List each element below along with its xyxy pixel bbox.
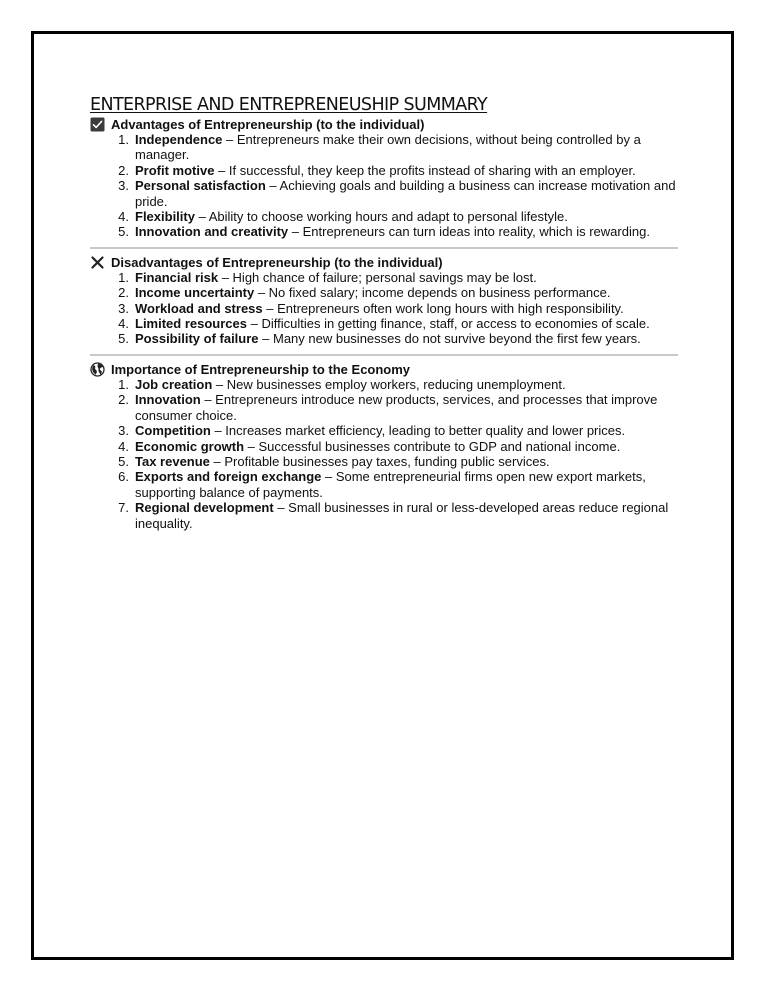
list-item: [90, 178, 680, 209]
item-number: 5.: [118, 453, 129, 469]
advantages-list: [90, 132, 680, 240]
item-number: 1.: [118, 132, 129, 147]
list-item: [90, 377, 680, 392]
check-box-icon: [90, 117, 105, 132]
section-heading-text: Disadvantages of Entrepreneurship (to the individual): [111, 254, 443, 270]
item-term: Personal satisfaction: [135, 178, 266, 194]
economy-list: [90, 377, 680, 531]
item-description: – Some entrepreneurial firms open new export markets, supporting balance of payments.: [135, 469, 646, 500]
item-term: Possibility of failure: [135, 331, 259, 347]
item-term: Limited resources: [135, 316, 247, 332]
list-item: [90, 331, 680, 346]
list-item: [90, 454, 680, 469]
item-term: Economic growth: [135, 438, 245, 454]
list-item: [90, 132, 680, 163]
item-number: 5.: [118, 224, 129, 240]
item-number: 3.: [118, 178, 129, 194]
item-term: Innovation and creativity: [135, 224, 289, 240]
list-item: [90, 209, 680, 224]
section-divider: [90, 247, 678, 249]
item-term: Job creation: [135, 376, 213, 392]
item-description: – Profitable businesses pay taxes, funding public services.: [209, 453, 550, 469]
list-item: [90, 224, 680, 239]
item-term: Financial risk: [135, 269, 219, 285]
section-heading: [90, 117, 680, 132]
list-item: [90, 285, 680, 300]
item-description: – Successful businesses contribute to GDP and national income.: [244, 438, 621, 454]
item-number: 2.: [118, 392, 129, 408]
advantages-section: [90, 117, 680, 240]
item-description: – High chance of failure; personal savings may be lost.: [218, 269, 537, 285]
item-term: Regional development: [135, 500, 274, 516]
item-term: Flexibility: [135, 209, 195, 225]
list-item: [90, 500, 680, 531]
item-number: 3.: [118, 300, 129, 316]
section-heading-text: Importance of Entrepreneurship to the Economy: [111, 361, 411, 377]
disadvantages-list: [90, 270, 680, 347]
item-number: 2.: [118, 285, 129, 301]
list-item: [90, 392, 680, 423]
item-description: – Entrepreneurs can turn ideas into reality, which is rewarding.: [288, 224, 650, 240]
item-term: Independence: [135, 132, 223, 147]
list-item: [90, 301, 680, 316]
item-number: 4.: [118, 209, 129, 225]
section-heading: [90, 362, 680, 377]
item-number: 1.: [118, 269, 129, 285]
document-title: ENTERPRISE AND ENTREPRENEUSHIP SUMMARY: [90, 95, 488, 115]
item-term: Exports and foreign exchange: [135, 469, 322, 485]
item-term: Tax revenue: [135, 453, 210, 469]
item-term: Innovation: [135, 392, 201, 408]
item-description: – No fixed salary; income depends on business performance.: [254, 285, 611, 301]
item-description: – Ability to choose working hours and adapt to personal lifestyle.: [194, 209, 568, 225]
item-description: – Entrepreneurs introduce new products, services, and processes that improve consumer choice.: [135, 392, 658, 423]
item-description: – Increases market efficiency, leading to better quality and lower prices.: [210, 423, 626, 439]
item-description: – Difficulties in getting finance, staff, or access to economies of scale.: [247, 316, 650, 332]
list-item: [90, 423, 680, 438]
section-heading: [90, 255, 680, 270]
list-item: [90, 469, 680, 500]
item-number: 2.: [118, 162, 129, 178]
item-number: 6.: [118, 469, 129, 485]
item-number: 7.: [118, 500, 129, 516]
item-description: – If successful, they keep the profits instead of sharing with an employer.: [214, 162, 636, 178]
item-term: Workload and stress: [135, 300, 263, 316]
list-item: [90, 316, 680, 331]
section-divider: [90, 354, 678, 356]
item-number: 4.: [118, 316, 129, 332]
item-term: Income uncertainty: [135, 285, 255, 301]
disadvantages-section: [90, 255, 680, 347]
item-term: Profit motive: [135, 162, 215, 178]
item-number: 5.: [118, 331, 129, 347]
item-description: – Small businesses in rural or less-developed areas reduce regional inequality.: [135, 500, 669, 531]
item-description: – Many new businesses do not survive beyond the first few years.: [258, 331, 641, 347]
document-body: [90, 95, 680, 531]
economy-section: [90, 362, 680, 531]
list-item: [90, 439, 680, 454]
list-item: [90, 163, 680, 178]
item-number: 1.: [118, 376, 129, 392]
section-heading-text: Advantages of Entrepreneurship (to the individual): [111, 117, 425, 132]
list-item: [90, 270, 680, 285]
item-term: Competition: [135, 423, 211, 439]
item-number: 4.: [118, 438, 129, 454]
item-description: – Achieving goals and building a business can increase motivation and pride.: [135, 178, 676, 209]
item-description: – New businesses employ workers, reducing unemployment.: [212, 376, 566, 392]
item-number: 3.: [118, 423, 129, 439]
globe-icon: [90, 362, 105, 377]
item-description: – Entrepreneurs often work long hours with high responsibility.: [262, 300, 624, 316]
item-description: – Entrepreneurs make their own decisions, without being controlled by a manager.: [135, 132, 641, 163]
cross-icon: [90, 255, 105, 270]
